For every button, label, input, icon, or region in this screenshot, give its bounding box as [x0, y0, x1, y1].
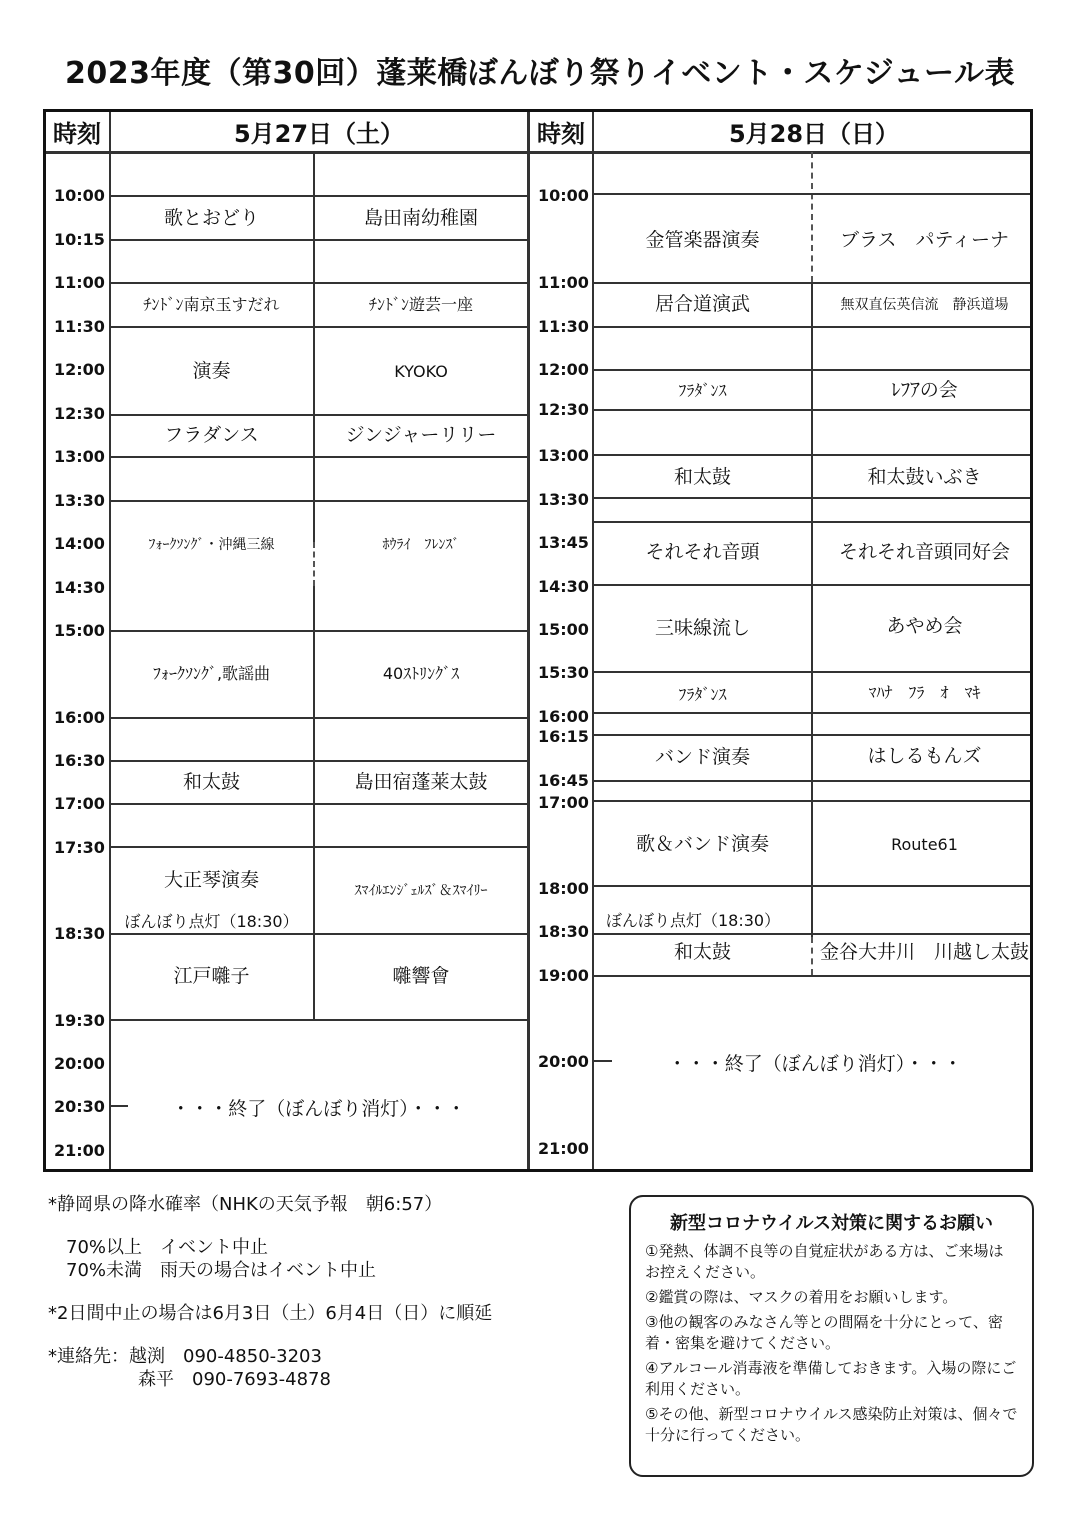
d1-time: 20:30 — [54, 1097, 105, 1116]
d2-event: 和太鼓 — [673, 941, 731, 963]
d2-event: ﾌﾗﾀﾞﾝｽ — [678, 381, 727, 400]
d1-line — [110, 282, 527, 284]
d2-end: ・・・終了（ぼんぼり消灯）・・・ — [667, 1053, 963, 1075]
notes-section — [48, 1193, 608, 1391]
d1-line — [110, 803, 527, 805]
covid-notice — [629, 1195, 1034, 1477]
d1-time: 12:00 — [54, 360, 105, 379]
d2-line — [594, 409, 1033, 411]
d2-event: バンド演奏 — [654, 746, 750, 768]
covid-item: ⑤その他、新型コロナウイルス感染防止対策は、個々で十分に行ってください。 — [645, 1405, 1018, 1444]
d1-line — [110, 414, 527, 416]
d2-performer: ﾚﾌｱの会 — [891, 379, 958, 401]
d1-line — [110, 326, 527, 328]
d1-performer: 島田宿蓬莱太鼓 — [354, 771, 488, 793]
d2-event: 和太鼓 — [673, 466, 731, 488]
day1-time-divider — [109, 112, 111, 1172]
d2-time: 20:00 — [538, 1052, 589, 1071]
d2-line — [594, 497, 1033, 499]
d1-line — [110, 933, 527, 935]
covid-item: ④アルコール消毒液を準備しておきます。入場の際にご利用ください。 — [645, 1359, 1017, 1398]
d2-time: 13:00 — [538, 446, 589, 465]
schedule-table — [43, 109, 1033, 1172]
d2-time: 13:45 — [538, 533, 589, 552]
d2-performer: 無双直伝英信流 静浜道場 — [840, 297, 1009, 313]
d1-line — [110, 1019, 527, 1021]
d1-line — [110, 195, 527, 197]
d2-time: 14:30 — [538, 577, 589, 596]
d2-time: 12:00 — [538, 360, 589, 379]
d1-time: 17:30 — [54, 838, 105, 857]
d2-event: それそれ音頭 — [645, 541, 760, 563]
d2-performer: ﾏﾊﾅ ﾌﾗ ｵ ﾏｷ — [868, 683, 981, 702]
d1-performer: ﾎｳﾗｲ ﾌﾚﾝｽﾞ — [382, 537, 460, 553]
covid-item: ①発熱、体調不良等の自覚症状がある方は、ご来場はお控えください。 — [645, 1242, 1004, 1281]
time-header-day2: 時刻 — [537, 120, 585, 148]
d1-event: 歌とおどり — [163, 207, 259, 229]
d2-performer: 和太鼓いぶき — [867, 466, 982, 488]
d1-time: 21:00 — [54, 1141, 105, 1160]
d1-performer: ジンジャーリリー — [345, 424, 497, 446]
d2-event: 金管楽器演奏 — [645, 229, 760, 251]
day2-header: 5月28日（日） — [728, 120, 900, 148]
header-divider — [46, 151, 1033, 154]
note-rain-forecast: *静岡県の降水確率（NHKの天気予報 朝6:57） — [48, 1194, 443, 1215]
note-postpone: *2日間中止の場合は6月3日（土）6月4日（日）に順延 — [48, 1303, 493, 1324]
d1-performer: ﾁﾝﾄﾞﾝ遊芸一座 — [368, 295, 473, 314]
note-cancel-under-70: 70%未満 雨天の場合はイベント中止 — [48, 1260, 377, 1281]
covid-item: ②鑑賞の際は、マスクの着用をお願いします。 — [645, 1288, 958, 1306]
time-header-day1: 時刻 — [53, 120, 101, 148]
d2-time: 11:00 — [538, 273, 589, 292]
day2-time-divider — [592, 112, 594, 1172]
d2-line — [594, 584, 1033, 586]
d1-line — [110, 500, 527, 502]
d2-line — [594, 780, 1033, 782]
d1-event: 演奏 — [192, 360, 231, 382]
d2-line — [594, 671, 1033, 673]
d2-time: 11:30 — [538, 317, 589, 336]
d1-event: ﾌｫｰｸｿﾝｸﾞ,歌謡曲 — [152, 664, 271, 683]
d1-time: 20:00 — [54, 1054, 105, 1073]
d2-line — [594, 454, 1033, 456]
d2-performer: はしるもんズ — [867, 745, 982, 767]
d2-time: 15:30 — [538, 663, 589, 682]
d2-performer: 金谷大井川 川越し太鼓 — [819, 941, 1029, 963]
d1-line — [110, 846, 527, 848]
d2-event: 三味線流し — [654, 617, 750, 639]
d2-time: 16:45 — [538, 771, 589, 790]
d1-line — [110, 239, 527, 241]
d2-performer: ブラス パティーナ — [840, 229, 1009, 251]
d1-time: 17:00 — [54, 794, 105, 813]
d2-time: 21:00 — [538, 1139, 589, 1158]
d1-time: 18:30 — [54, 924, 105, 943]
d2-event: ﾌﾗﾀﾞﾝｽ — [678, 685, 727, 704]
d2-time: 16:00 — [538, 707, 589, 726]
day1-header: 5月27日（土） — [233, 120, 405, 148]
d2-line — [594, 885, 1033, 887]
d2-time: 18:30 — [538, 922, 589, 941]
d1-event: ﾌｫｰｸｿﾝｸﾞ・沖縄三線 — [148, 537, 275, 553]
d1-lantern-lighting: ぼんぼり点灯（18:30） — [124, 912, 299, 931]
covid-item: ③他の観客のみなさん等との間隔を十分にとって、密着・密集を避けてください。 — [645, 1313, 1003, 1352]
d1-performer: 島田南幼稚園 — [363, 207, 478, 229]
d2-time: 16:15 — [538, 727, 589, 746]
d1-time: 19:30 — [54, 1011, 105, 1030]
d1-time: 10:00 — [54, 186, 105, 205]
day2-col-divider-dashed-a — [811, 152, 813, 282]
d1-event: 江戸囃子 — [173, 965, 250, 987]
d2-time: 17:00 — [538, 793, 589, 812]
d2-time: 15:00 — [538, 620, 589, 639]
d2-line — [594, 933, 1033, 935]
d2-event: 居合道演武 — [654, 293, 750, 315]
d2-time: 13:30 — [538, 490, 589, 509]
d2-performer: あやめ会 — [886, 615, 963, 637]
d1-line — [110, 717, 527, 719]
d1-line — [110, 630, 527, 632]
d2-line — [594, 282, 1033, 284]
note-cancel-over-70: 70%以上 イベント中止 — [48, 1237, 269, 1258]
d1-event: フラダンス — [164, 424, 259, 446]
d1-event: 大正琴演奏 — [163, 869, 259, 891]
d1-time: 14:30 — [54, 578, 105, 597]
d1-line — [110, 456, 527, 458]
d2-line — [594, 712, 1033, 714]
page-title: 2023年度（第30回）蓬莱橋ぼんぼり祭りイベント・スケジュール表 — [65, 56, 1015, 91]
d2-time: 19:00 — [538, 966, 589, 985]
d1-line — [110, 760, 527, 762]
d2-performer: それそれ音頭同好会 — [838, 541, 1010, 563]
d1-time: 14:00 — [54, 534, 105, 553]
d1-time: 10:15 — [54, 230, 105, 249]
note-contact-1: *連絡先：越渕 090-4850-3203 — [48, 1346, 322, 1367]
d1-time: 13:30 — [54, 491, 105, 510]
note-contact-2: 森平 090-7693-4878 — [48, 1369, 331, 1390]
d2-line — [594, 326, 1033, 328]
d1-time: 15:00 — [54, 621, 105, 640]
d2-line — [594, 734, 1033, 736]
d2-time: 12:30 — [538, 400, 589, 419]
d2-performer: Route61 — [891, 835, 958, 854]
d1-time: 11:00 — [54, 273, 105, 292]
d1-time: 16:30 — [54, 751, 105, 770]
d1-time: 12:30 — [54, 404, 105, 423]
d1-event: 和太鼓 — [182, 771, 240, 793]
d1-time: 11:30 — [54, 317, 105, 336]
d1-performer: 40ｽﾄﾘﾝｸﾞｽ — [382, 664, 460, 683]
d2-time: 18:00 — [538, 879, 589, 898]
d2-line — [594, 800, 1033, 802]
d2-line — [594, 369, 1033, 371]
day-divider — [527, 112, 530, 1172]
d2-line — [594, 193, 1033, 195]
d2-line — [594, 975, 1033, 977]
d2-lantern-lighting: ぼんぼり点灯（18:30） — [606, 911, 781, 930]
d1-time: 16:00 — [54, 708, 105, 727]
d2-line — [594, 521, 1033, 523]
d1-event: ﾁﾝﾄﾞﾝ南京玉すだれ — [143, 295, 280, 314]
d2-event: 歌＆バンド演奏 — [635, 833, 769, 855]
d1-time: 13:00 — [54, 447, 105, 466]
d1-end: ・・・終了（ぼんぼり消灯）・・・ — [171, 1098, 466, 1120]
d1-performer: KYOKO — [394, 362, 448, 381]
d2-time: 10:00 — [538, 186, 589, 205]
d1-performer: 囃響會 — [392, 965, 450, 987]
d1-performer: ｽﾏｲﾙｴﾝｼﾞｪﾙｽﾞ＆ｽﾏｲﾘｰ — [354, 883, 488, 899]
covid-title: 新型コロナウイルス対策に関するお願い — [670, 1213, 993, 1234]
